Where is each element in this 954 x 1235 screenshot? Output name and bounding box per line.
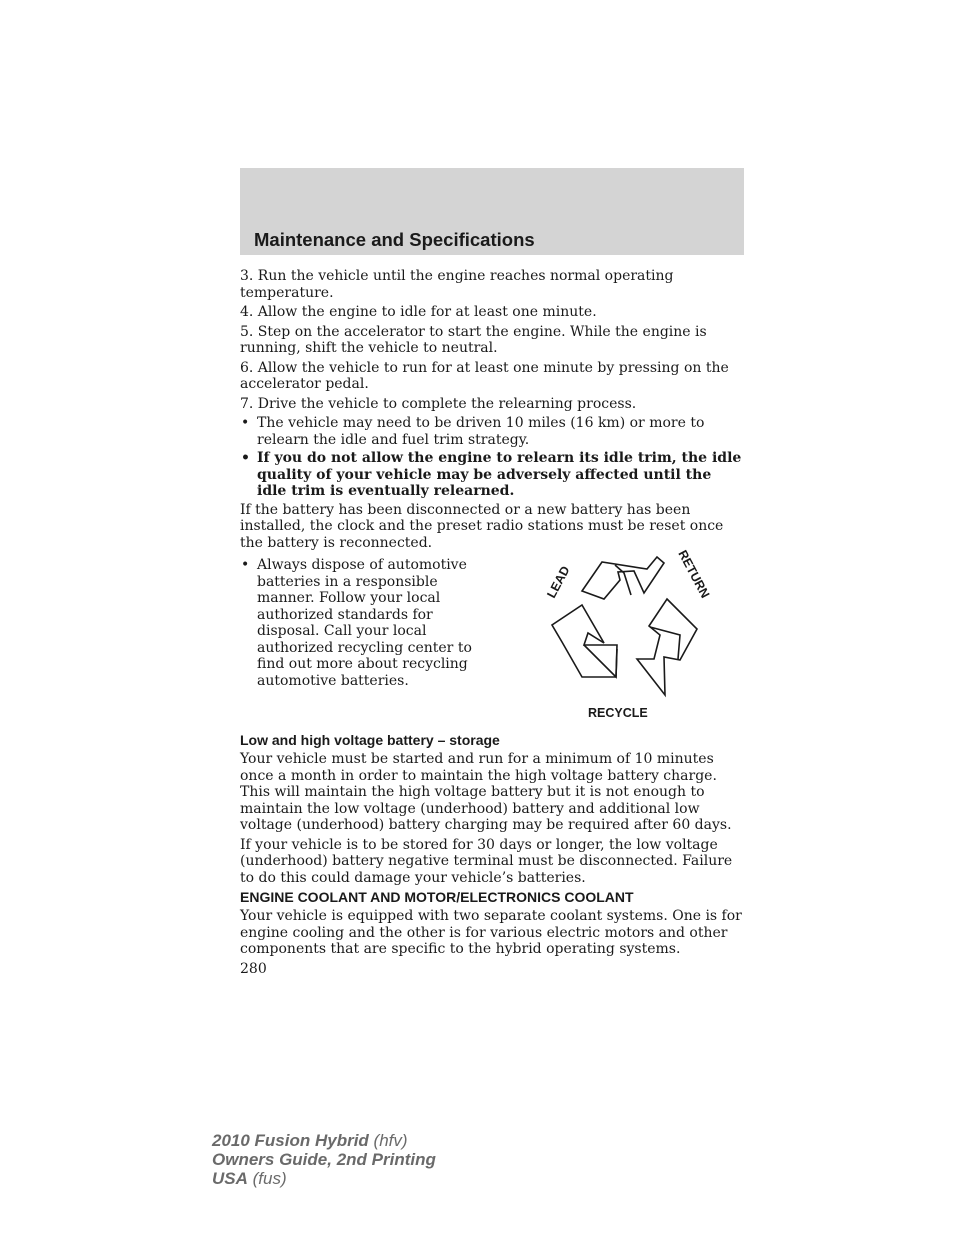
- coolant-heading: ENGINE COOLANT AND MOTOR/ELECTRONICS COOLANT: [240, 889, 634, 905]
- footer-market: USA: [212, 1169, 248, 1188]
- footer-model-code: (hfv): [368, 1131, 408, 1150]
- bullet-idle-warning: [240, 450, 744, 500]
- bullet-text: The vehicle may need to be driven 10 miles (16 km) or more to relearn the idle and fuel trim strategy.: [257, 415, 705, 448]
- battery-reset-paragraph: If the battery has been disconnected or a new battery has been installed, the clock and the preset radio stations must be reset once the battery is reconnected.: [240, 501, 724, 551]
- footer-line-1: [212, 1131, 436, 1150]
- coolant-paragraph: Your vehicle is equipped with two separate coolant systems. One is for engine cooling and the other is for various electric motors and other components that are specific to the hybrid operating systems.: [240, 908, 742, 957]
- recycle-symbol-icon: [532, 547, 732, 717]
- recycle-section: [240, 547, 744, 732]
- bullet-dot-icon: •: [241, 415, 250, 431]
- section-title: Maintenance and Specifications: [254, 229, 535, 250]
- bullet-text: If you do not allow the engine to relearn its idle trim, the idle quality of your vehicle may be adversely affected until the idle trim is eventually relearned.: [257, 450, 742, 499]
- page-content: [240, 268, 744, 978]
- recycle-label-lead: LEAD: [544, 563, 573, 601]
- step-6: 6. Allow the vehicle to run for at least one minute by pressing on the accelerator pedal.: [240, 359, 729, 392]
- document-footer: [212, 1131, 436, 1188]
- bullet-dot-icon: •: [241, 557, 250, 573]
- recycle-arrow-right: [637, 599, 697, 695]
- bullet-text: Always dispose of automotive batteries in a responsible manner. Follow your local authorized standards for disposal. Call your local authorized recycling center to find out more about recycling automotive batteries.: [257, 557, 472, 689]
- bullet-dot-icon: •: [241, 450, 250, 466]
- storage-paragraph-1: Your vehicle must be started and run for a minimum of 10 minutes once a month in order to maintain the high voltage battery charge. This will maintain the high voltage battery but it is not enough to maintain the low voltage (underhood) battery and additional low voltage (underhood) battery charging may be required after 60 days.: [240, 751, 732, 833]
- recycle-arrow-left: [552, 605, 617, 677]
- footer-model: 2010 Fusion Hybrid: [212, 1131, 369, 1150]
- recycle-label-return: RETURN: [675, 547, 713, 601]
- recycle-label-recycle: RECYCLE: [588, 706, 648, 717]
- storage-paragraph-2: If your vehicle is to be stored for 30 days or longer, the low voltage (underhood) battery negative terminal must be disconnected. Failure to do this could damage your vehicle’s batteries.: [240, 836, 733, 886]
- footer-line-2: [212, 1150, 436, 1169]
- step-3: 3. Run the vehicle until the engine reaches normal operating temperature.: [240, 268, 674, 301]
- section-header-band: [240, 168, 744, 255]
- step-5: 5. Step on the accelerator to start the engine. While the engine is running, shift the vehicle to neutral.: [240, 323, 707, 356]
- bullet-relearn-distance: [240, 415, 744, 448]
- page-number: 280: [240, 960, 267, 977]
- footer-market-code: (fus): [247, 1169, 287, 1188]
- storage-heading: Low and high voltage battery – storage: [240, 732, 500, 748]
- step-4: 4. Allow the engine to idle for at least one minute.: [240, 304, 597, 320]
- recycle-arrow-top: [582, 557, 664, 599]
- footer-line-3: [212, 1169, 436, 1188]
- footer-guide: Owners Guide, 2nd Printing: [212, 1150, 436, 1169]
- step-7: 7. Drive the vehicle to complete the relearning process.: [240, 395, 637, 412]
- bullet-dispose-batteries: [240, 557, 490, 689]
